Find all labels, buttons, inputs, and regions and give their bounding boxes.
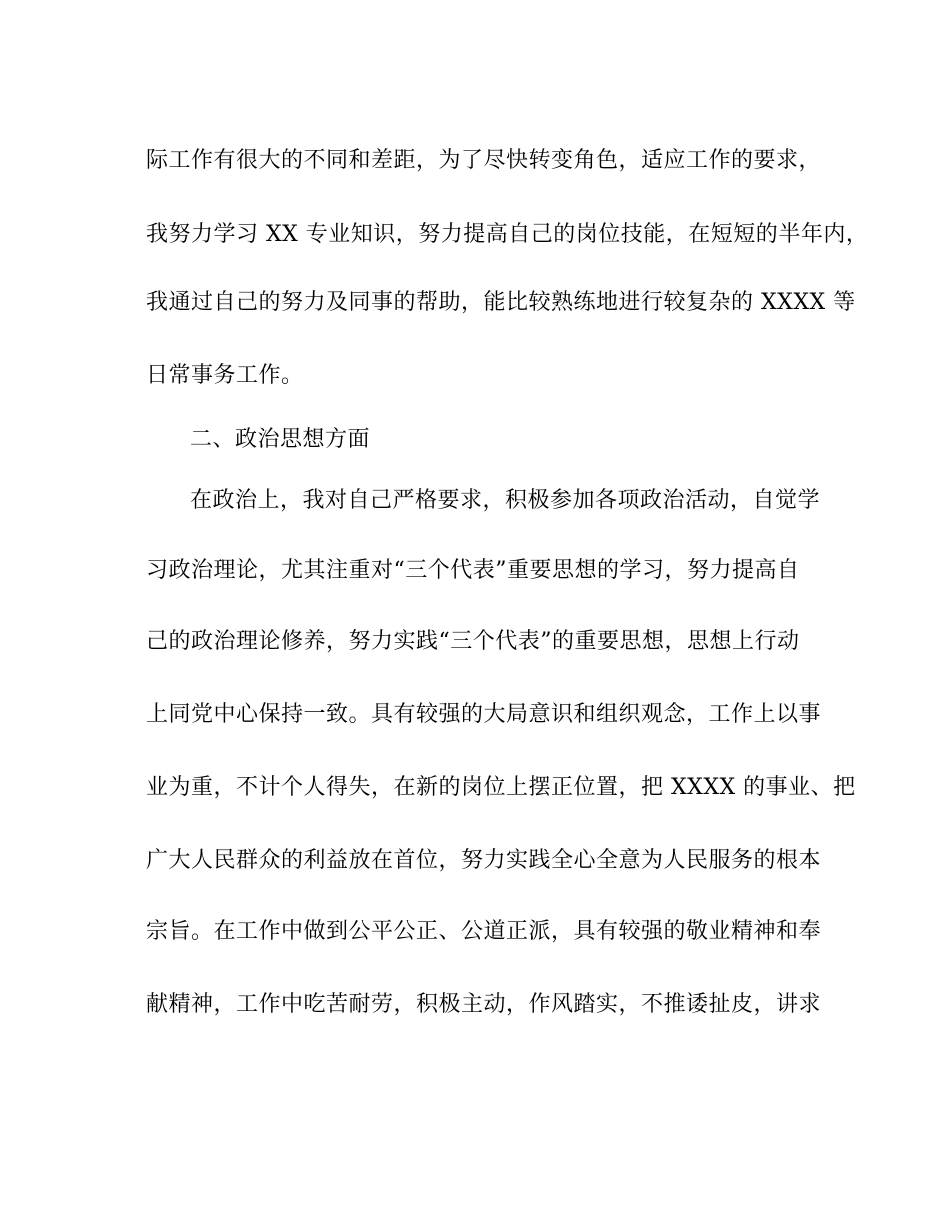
paragraph-line: 我通过自己的努力及同事的帮助，能比较熟练地进行较复杂的 XXXX 等 bbox=[146, 290, 856, 315]
paragraph-line: 广大人民群众的利益放在首位，努力实践全心全意为人民服务的根本 bbox=[146, 848, 822, 873]
paragraph-line: 习政治理论，尤其注重对“三个代表”重要思想的学习，努力提高自 bbox=[146, 558, 800, 583]
section-heading: 二、政治思想方面 bbox=[190, 427, 371, 452]
paragraph-line: 业为重，不计个人得失，在新的岗位上摆正位置，把 XXXX 的事业、把 bbox=[146, 775, 856, 800]
paragraph-line: 日常事务工作。 bbox=[146, 363, 304, 388]
paragraph-line: 己的政治理论修养，努力实践“三个代表”的重要思想，思想上行动 bbox=[146, 629, 800, 654]
paragraph-line: 我努力学习 XX 专业知识，努力提高自己的岗位技能，在短短的半年内， bbox=[146, 222, 869, 247]
paragraph-line: 上同党中心保持一致。具有较强的大局意识和组织观念，工作上以事 bbox=[146, 702, 822, 727]
paragraph-line: 献精神，工作中吃苦耐劳，积极主动，作风踏实，不推诿扯皮，讲求 bbox=[146, 992, 822, 1017]
paragraph-line: 宗旨。在工作中做到公平公正、公道正派，具有较强的敬业精神和奉 bbox=[146, 919, 822, 944]
paragraph-line: 际工作有很大的不同和差距，为了尽快转变角色，适应工作的要求， bbox=[146, 148, 822, 173]
paragraph-line: 在政治上，我对自己严格要求，积极参加各项政治活动，自觉学 bbox=[190, 488, 821, 513]
